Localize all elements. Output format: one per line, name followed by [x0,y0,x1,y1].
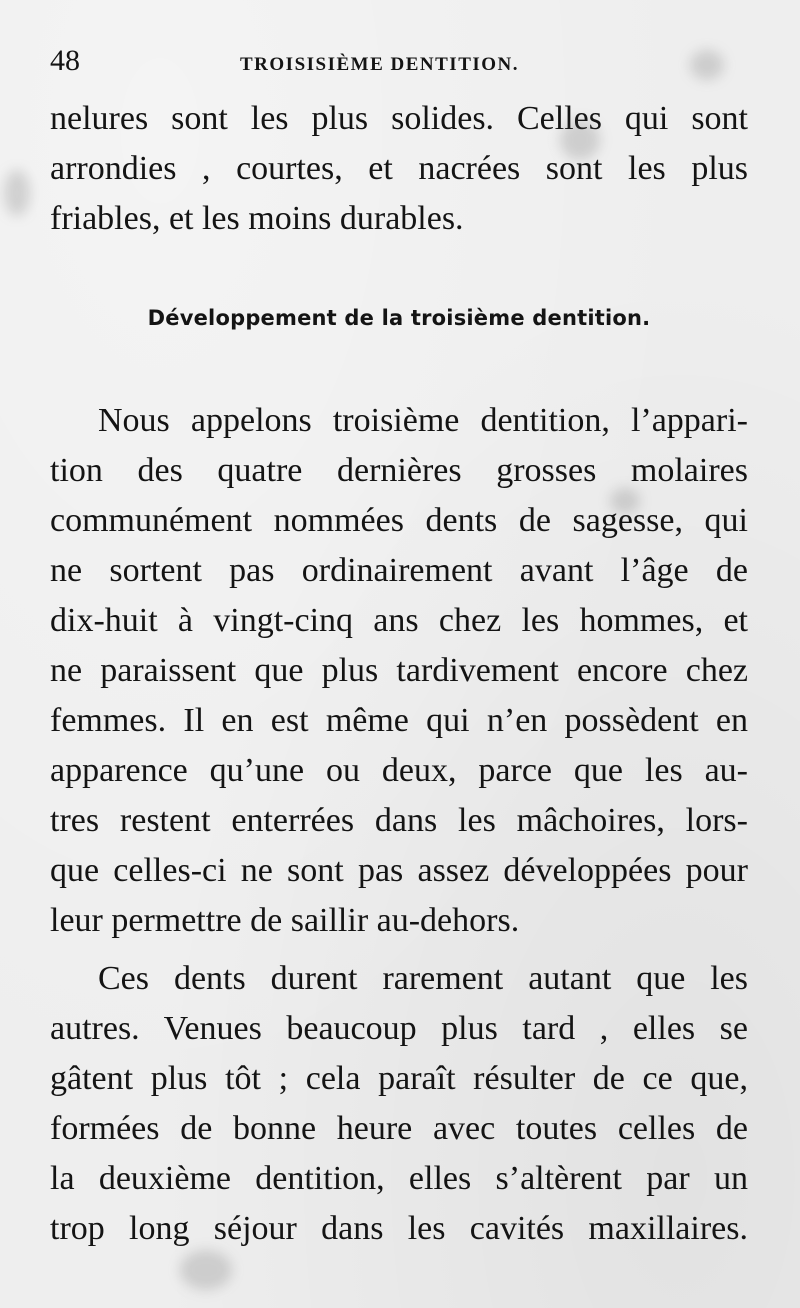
text-line: femmes. Il en est même qui n’en possèdent en [50,702,748,739]
section-heading: Développement de la troisième dentition. [147,306,651,330]
text-line: ne sortent pas ordinairement avant l’âge de [50,552,748,589]
paper-stain [560,120,600,160]
text-line: que celles-ci ne sont pas assez développées pour [50,852,748,889]
text-line: Nous appelons troisième dentition, l’appari- [98,402,748,439]
continuation-paragraph [50,94,748,244]
paper-stain [610,488,640,514]
text-line: gâtent plus tôt ; cela paraît résulter de ce que, [50,1060,748,1097]
running-head: TROISISIÈME DENTITION. [240,54,520,75]
text-line: trop long séjour dans les cavités maxillaires. [50,1210,748,1247]
text-line: friables, et les moins durables. [50,200,464,237]
text-line: la deuxième dentition, elles s’altèrent par un [50,1160,748,1197]
text-line: autres. Venues beaucoup plus tard , elles se [50,1010,748,1047]
text-line: ne paraissent que plus tardivement encore chez [50,652,748,689]
text-line: leur permettre de saillir au-dehors. [50,902,520,939]
text-line: tres restent enterrées dans les mâchoires, lors- [50,802,748,839]
text-line: communément nommées dents de sagesse, qui [50,502,748,539]
paper-stain [4,170,30,216]
text-line: nelures sont les plus solides. Celles qui sont [50,100,748,137]
paper-stain [690,50,724,80]
text-line: apparence qu’une ou deux, parce que les au- [50,752,748,789]
page-header [50,44,748,90]
paper-stain [180,1250,232,1290]
paragraph-2 [50,954,748,1254]
text-line: dix-huit à vingt-cinq ans chez les hommes, et [50,602,748,639]
paragraph-1 [50,396,748,946]
page-number: 48 [50,44,80,77]
text-line: formées de bonne heure avec toutes celles de [50,1110,748,1147]
text-line: Ces dents durent rarement autant que les [98,960,748,997]
text-line: tion des quatre dernières grosses molaires [50,452,748,489]
text-line: arrondies , courtes, et nacrées sont les plus [50,150,748,187]
